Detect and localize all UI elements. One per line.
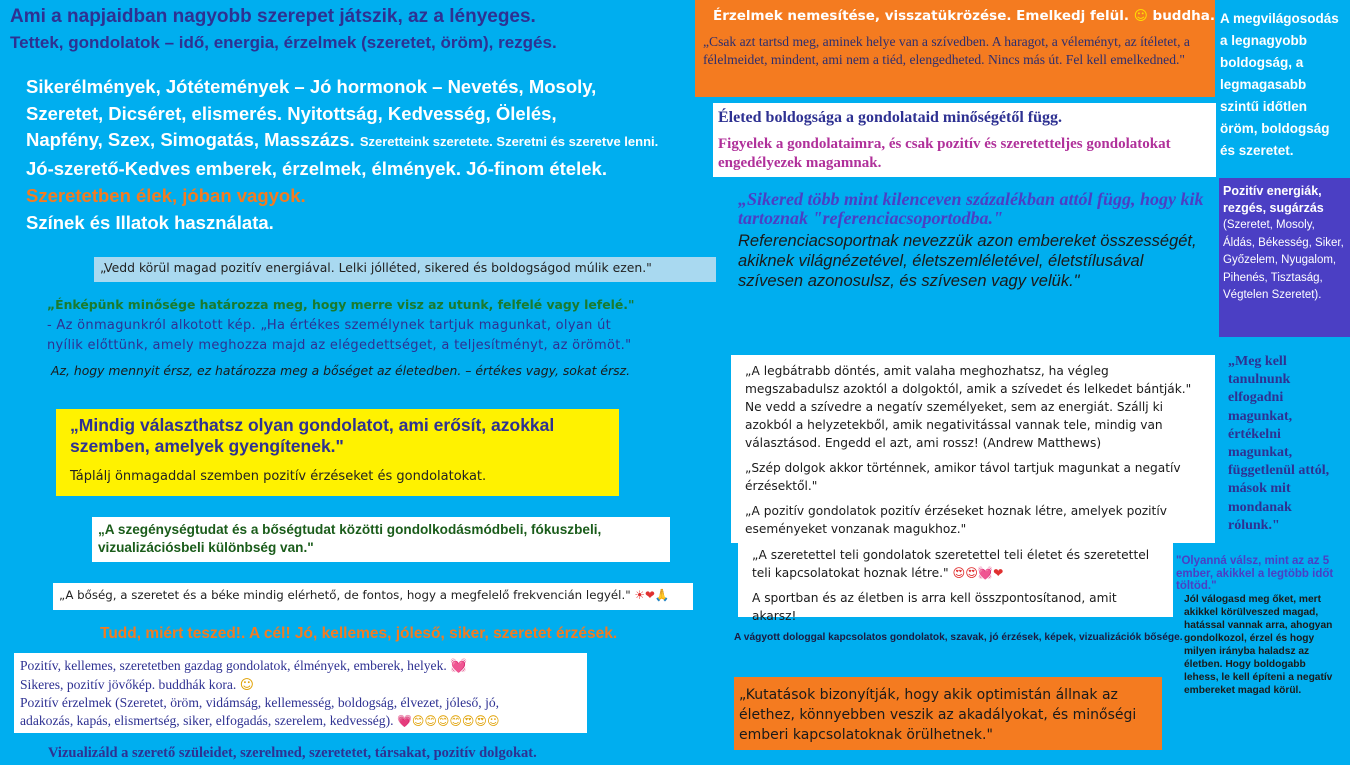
abundance-quote-line <box>59 588 687 602</box>
love-p1 <box>752 546 1159 582</box>
heart-eyes-icon: 😍😍💓❤ <box>952 566 1004 580</box>
energy-quote-text: „Vedd körül magad pozitív energiával. Lelki jólléted, sikered és boldogságod múlik ezen." <box>100 260 652 275</box>
positive-line-1 <box>20 657 581 676</box>
success-quote-title: „Sikered több mint kilenceven százalékban attól függ, hogy kik tartoznak "referenciacsoportodba." <box>738 189 1204 228</box>
abundance-quote-text: „A bőség, a szeretet és a béke mindig elérhető, de fontos, hogy a megfelelő frekvencián legyél." <box>59 588 631 602</box>
visualize-line: Vizualizáld a szerető szüleidet, szerelmed, szeretetet, társakat, pozitív dolgokat. <box>48 745 537 761</box>
orange-goal-line: Tudd, miért teszed!. A cél! Jó, kellemes, jóleső, siker, szeretet érzések. <box>100 625 618 642</box>
main-list-line-3 <box>26 127 716 156</box>
heart-icon: 💓 <box>450 658 468 674</box>
positive-line-1-text: Pozitív, kellemes, szeretetben gazdag gondolatok, élmények, emberek, helyek. <box>20 658 447 673</box>
positive-energies-body: (Szeretet, Mosoly, Áldás, Békesség, Siker, Győzelem, Nyugalom, Pihenés, Tisztaság, Végtelen Szeretet). <box>1223 219 1344 301</box>
love-p1-text: „A szeretettel teli gondolatok szeretettel teli életet és szeretettel teli kapcsolatokat hoznak létre." <box>752 548 1150 580</box>
love-box <box>738 543 1173 623</box>
self-image-line-3: nyílik előttünk, amely meghozza majd az elégedettséget, a teljesítményt, az örömöt." <box>47 338 632 353</box>
decision-box <box>731 355 1215 543</box>
success-quote <box>738 190 1208 291</box>
self-image-line-2: - Az önmagunkról alkotott kép. „Ha értékes személynek tartjuk magunkat, olyan út <box>47 318 612 333</box>
positive-emotions-box <box>14 653 587 733</box>
positive-line-2 <box>20 676 581 695</box>
positive-line-2-text: Sikeres, pozitív jövőkép. buddhák kora. <box>20 676 237 692</box>
poverty-quote-text: „A szegénységtudat és a bőségtudat közötti gondolkodásmódbeli, fókuszbeli, vizualizációsbeli különbség van." <box>98 522 602 555</box>
energy-quote-box <box>94 257 716 282</box>
five-people-title: "Olyanná válsz, mint az az 5 ember, akikkel a legtöbb időt töltöd." <box>1176 555 1334 593</box>
five-people-section <box>1176 555 1348 697</box>
yellow-quote-box <box>56 409 619 496</box>
self-image-section <box>47 297 717 378</box>
headline-main <box>10 6 690 53</box>
yellow-quote-title: „Mindig választhatsz olyan gondolatot, ami erősít, azokkal szemben, amelyek gyengítenek." <box>70 415 555 456</box>
main-list <box>26 74 716 236</box>
five-people-body: Jól válogasd meg őket, mert akikkel körülveszed magad, hatással vannak arra, ahogyan gondolkozol, érzel és hogy milyen irányba haladsz az életben. Hogy boldogabb lehess, le kell építeni a negatív embereket magad körül. <box>1184 593 1333 696</box>
enlightenment-text: A megvilágosodás a legnagyobb boldogság, a legmagasabb szintű időtlen öröm, boldogság és szeretet. <box>1220 11 1339 158</box>
sun-heart-pray-icon: ☀❤🙏 <box>634 588 670 602</box>
positive-line-4-text: adakozás, kapás, elismertség, siker, elfogadás, szerelem, kedvesség). <box>20 712 394 728</box>
happiness-box <box>713 103 1216 177</box>
happiness-sub: Figyelek a gondolataimra, és csak pozitív és szeretetteljes gondolatokat engedélyezek magamnak. <box>718 136 1171 171</box>
happiness-title: Életed boldogsága a gondolataid minőségétől függ. <box>718 109 1063 126</box>
emotions-title <box>703 8 1215 24</box>
research-text: „Kutatások bizonyítják, hogy akik optimistán állnak az élethez, könnyebben veszik az akadályokat, és minőségi emberi kapcsolatoknak örülhetnek." <box>739 687 1137 743</box>
main-list-line-3-text: Napfény, Szex, Simogatás, Masszázs. <box>26 129 355 151</box>
headline-line-1: Ami a napjaidban nagyobb szerepet játszik, az a lényeges. <box>10 6 536 27</box>
decision-p2: Ne vedd a szívedre a negatív személyeket, sem az energiát. Szállj ki azokból a helyzetekből, amik negativitással vannak tele, mindig van választásod. Engedd el azt, ami rossz! (Andrew Matthews) <box>745 400 1164 450</box>
decision-p4: „A pozitív gondolatok pozitív érzéseket hoznak létre, amelyek pozitív eseményeket vonzanak magukhoz." <box>745 504 1167 536</box>
desired-things-text: A vágyott dologgal kapcsolatos gondolatok, szavak, jó érzések, képek, vizualizációk bősége. <box>734 632 1183 643</box>
emotions-quote: „Csak azt tartsd meg, aminek helye van a szívedben. A haragot, a véleményt, az ítéletet, a félelmeidet, mindent, ami nem a tiéd, elengedheted. Nincs más út. Fel kell emelkedned." <box>703 34 1190 67</box>
self-image-line-1: „Énképünk minősége határozza meg, hogy merre visz az utunk, felfelé vagy lefelé." <box>47 297 635 312</box>
positive-energies-title: Pozitív energiák, rezgés, sugárzás <box>1223 184 1324 215</box>
main-list-line-3-small: Szeretteink szeretete. Szeretni és szeretve lenni. <box>359 134 659 150</box>
abundance-quote-box <box>53 583 693 610</box>
smile-icon: ☺ <box>1133 8 1148 24</box>
emotions-title-text: Érzelmek nemesítése, visszatükrözése. Emelkedj felül. <box>713 8 1130 24</box>
emotions-title-end: buddha. <box>1152 8 1215 24</box>
emotions-orange-box <box>695 0 1215 97</box>
self-acceptance-quote: „Meg kell tanulnunk elfogadni magunkat, értékelni magunkat, függetlenül attól, mások mit mondanak rólunk." <box>1228 354 1330 533</box>
main-list-line-5: Szeretetben élek, jóban vagyok. <box>26 184 306 206</box>
main-list-line-6: Színek és Illatok használata. <box>26 211 274 233</box>
positive-energies-box <box>1219 178 1350 337</box>
yellow-quote-sub: Táplálj önmagaddal szemben pozitív érzéseket és gondolatokat. <box>70 469 487 484</box>
main-list-line-2: Szeretet, Dicséret, elismerés. Nyitottság, Kedvesség, Ölelés, <box>26 102 557 124</box>
success-quote-body: Referenciacsoportnak nevezzük azon embereket összességét, akiknek világnézetével, életszemléletével, életstílusával szívesen azonosulsz, és szívesen vagy velük." <box>738 232 1197 290</box>
main-list-line-1: Sikerélmények, Jótétemények – Jó hormonok – Nevetés, Mosoly, <box>26 76 597 97</box>
positive-line-4 <box>20 712 581 731</box>
main-list-line-4: Jó-szerető-Kedves emberek, érzelmek, élmények. Jó-finom ételek. <box>26 158 607 180</box>
self-image-line-4: Az, hogy mennyit érsz, ez határozza meg a bőséget az életedben. – értékes vagy, sokat érsz. <box>51 363 631 378</box>
research-box <box>734 677 1162 750</box>
poverty-quote-box <box>92 517 670 562</box>
love-p2: A sportban és az életben is arra kell összpontosítanod, amit akarsz! <box>752 591 1117 623</box>
smile-icon: ☺ <box>239 676 254 693</box>
smiley-faces-icon: 💗😊😊😊😊😍😍☺ <box>396 713 500 728</box>
headline-line-2: Tettek, gondolatok – idő, energia, érzelmek (szeretet, öröm), rezgés. <box>10 33 557 52</box>
positive-line-3: Pozitív érzelmek (Szeretet, öröm, vidámság, kellemesség, boldogság, élvezet, jóleső, jó, <box>20 695 500 711</box>
decision-p1: „A legbátrabb döntés, amit valaha meghozhatsz, ha végleg megszabadulsz azoktól a dolgoktól, amik a szívedet és lelkedet bántják." <box>745 364 1192 396</box>
decision-p3: „Szép dolgok akkor történnek, amikor távol tartjuk magunkat a negatív érzésektől." <box>745 461 1181 493</box>
